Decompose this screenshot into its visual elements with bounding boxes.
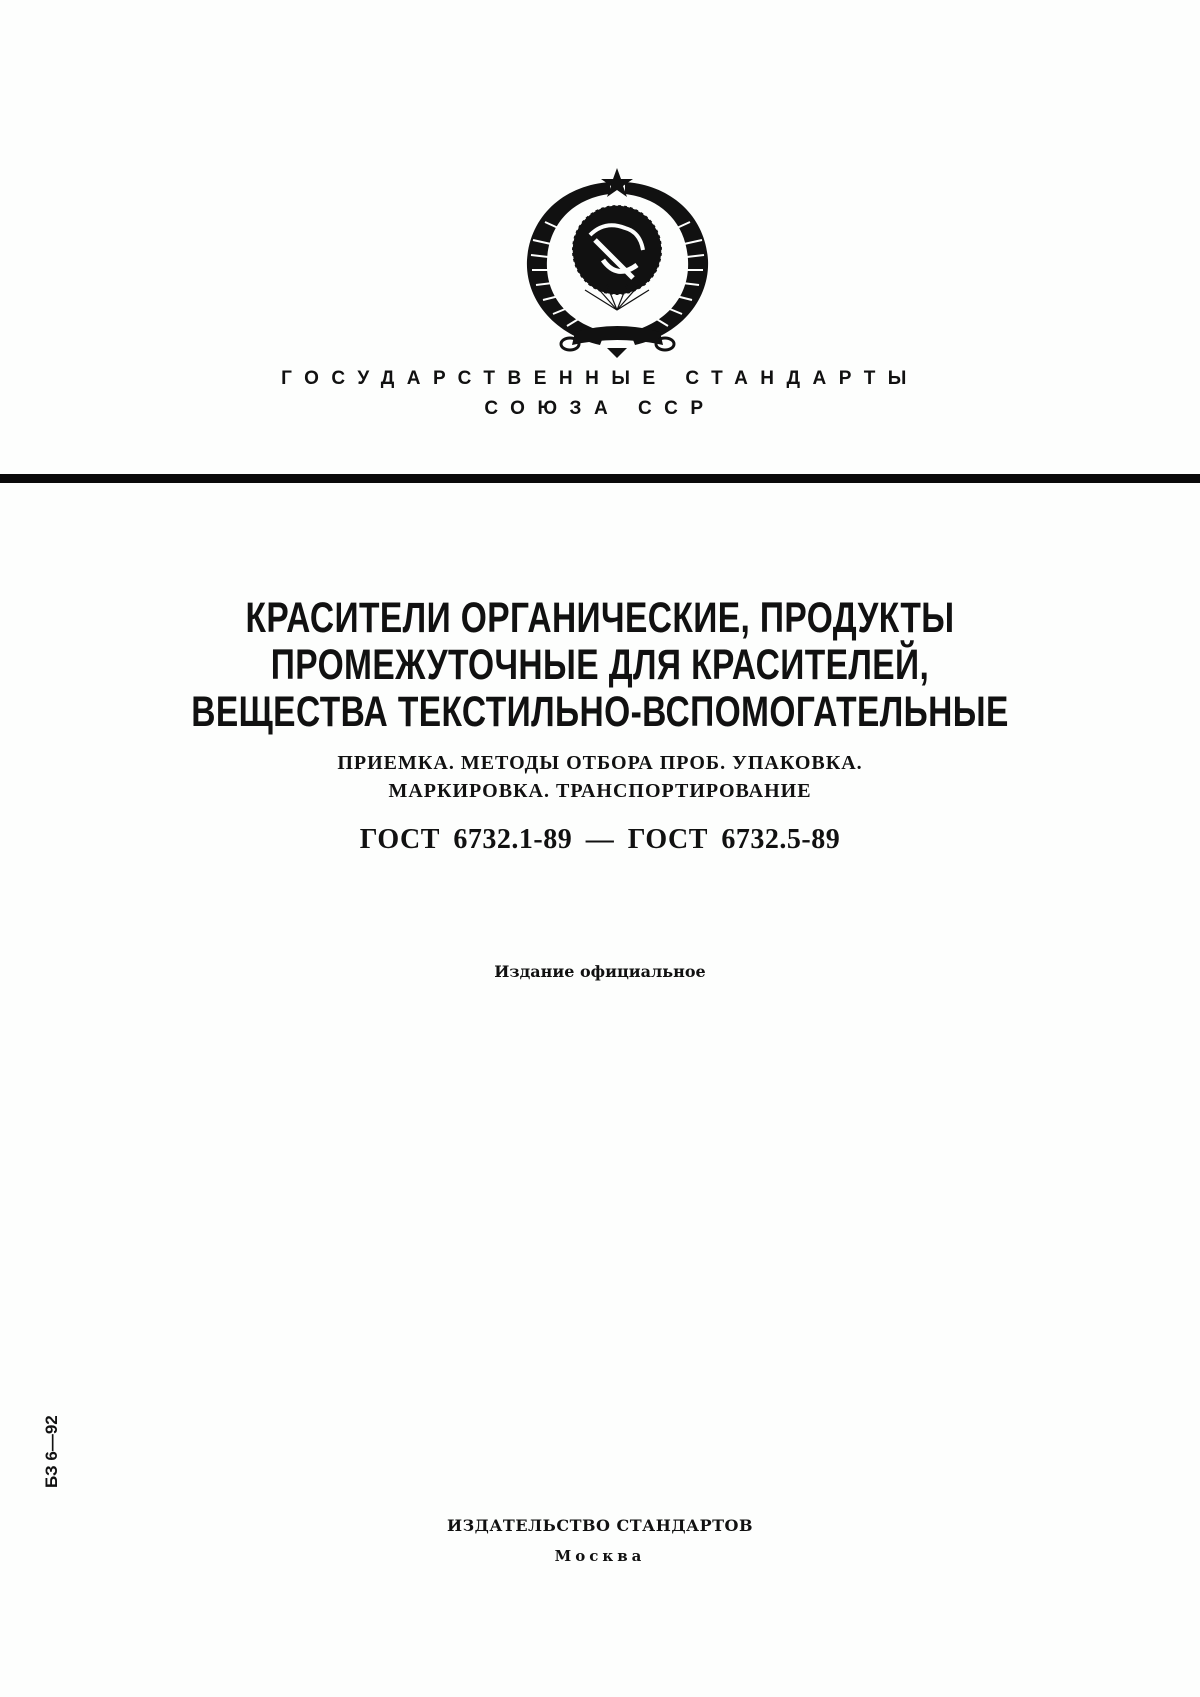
edition-note: Издание официальное	[494, 962, 706, 981]
document-title-line-2: ПРОМЕЖУТОЧНЫЕ ДЛЯ КРАСИТЕЛЕЙ,	[270, 641, 930, 689]
document-subtitle-line-1: ПРИЕМКА. МЕТОДЫ ОТБОРА ПРОБ. УПАКОВКА.	[337, 752, 863, 774]
series-heading: ГОСУДАРСТВЕННЫЕ СТАНДАРТЫ	[281, 368, 919, 389]
document-title-line-1: КРАСИТЕЛИ ОРГАНИЧЕСКИЕ, ПРОДУКТЫ	[245, 594, 955, 642]
side-catalog-code: БЗ 6—92	[42, 1415, 61, 1488]
document-subtitle-line-2: МАРКИРОВКА. ТРАНСПОРТИРОВАНИЕ	[388, 780, 812, 802]
publisher-name: ИЗДАТЕЛЬСТВО СТАНДАРТОВ	[447, 1516, 753, 1535]
publisher-city: Москва	[554, 1547, 646, 1565]
document-title-line-3: ВЕЩЕСТВА ТЕКСТИЛЬНО-ВСПОМОГАТЕЛЬНЫЕ	[191, 688, 1009, 736]
series-subheading: СОЮЗА ССР	[484, 398, 716, 419]
gost-number-range: ГОСТ 6732.1-89 — ГОСТ 6732.5-89	[359, 824, 841, 855]
ussr-emblem-icon	[515, 160, 720, 360]
header-rule	[0, 474, 1200, 483]
